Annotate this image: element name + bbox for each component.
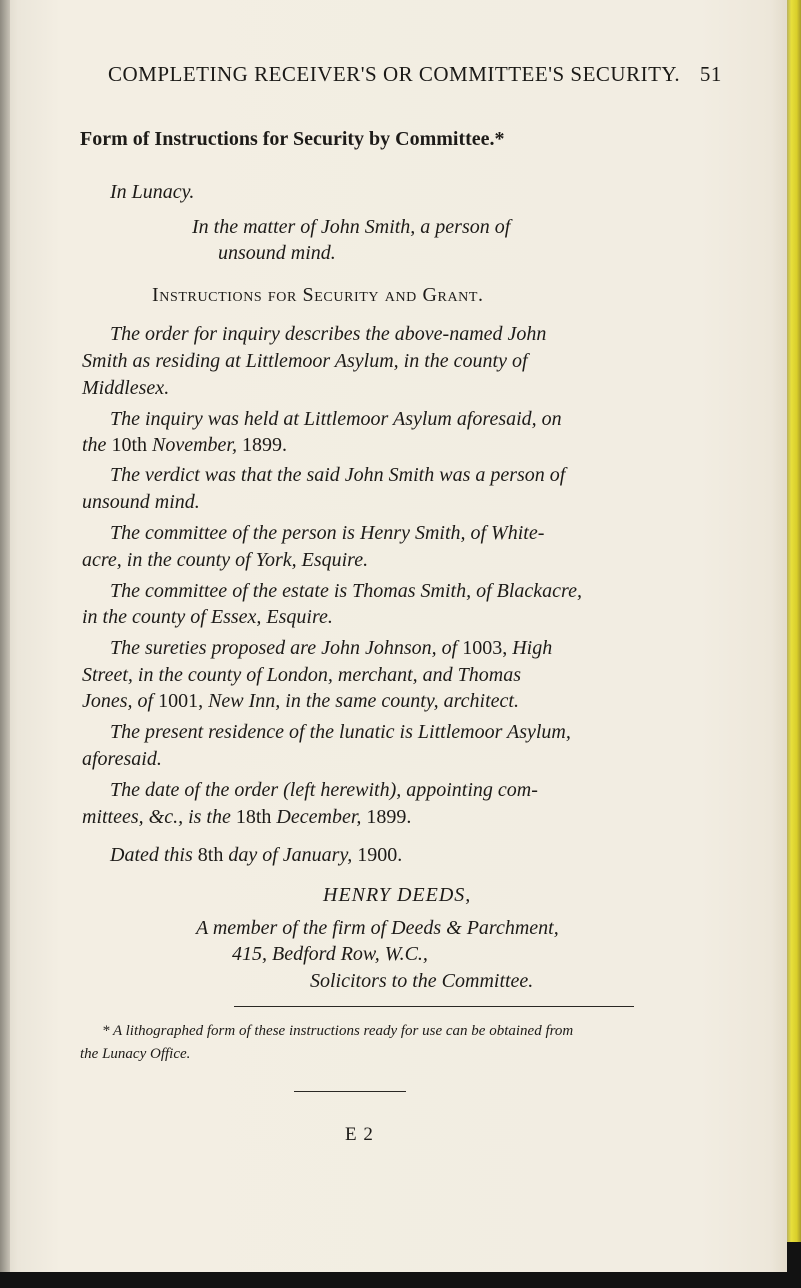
firm-line: A member of the firm of Deeds & Parchment,: [196, 917, 559, 939]
sureties-text-a: The sureties proposed are John Johnson, of: [110, 637, 463, 659]
running-head: [108, 62, 722, 87]
residence-line-1: The present residence of the lunatic is Littlemoor Asylum,: [110, 721, 571, 743]
dated-text-a: Dated this: [110, 844, 198, 866]
sureties-line-2: Street, in the county of London, merchant, and Thomas: [82, 664, 522, 686]
committee-person-line-1: The committee of the person is Henry Smith, of White-: [110, 522, 545, 544]
footnote-line-1: * A lithographed form of these instructions ready for use can be obtained from: [102, 1023, 574, 1039]
inquiry-text-c: November,: [147, 434, 242, 456]
signature-mark: E 2: [345, 1124, 374, 1145]
sureties-number-1: 1003,: [462, 637, 508, 659]
order-date-text-a: mittees, &c., is the: [82, 806, 236, 828]
committee-estate-line-2: in the county of Essex, Esquire.: [82, 606, 333, 628]
bottom-corner-edge: [787, 1242, 801, 1272]
signatory-name: HENRY DEEDS,: [323, 884, 472, 906]
matter-line-2: unsound mind.: [218, 242, 336, 264]
sureties-text-d: Jones, of: [82, 690, 159, 712]
sureties-text-e: New Inn, in the same county, architect.: [203, 690, 519, 712]
sureties-number-2: 1001,: [158, 690, 204, 712]
court-heading: In Lunacy.: [110, 181, 195, 203]
section-heading: Instructions for Security and Grant.: [152, 284, 484, 306]
address-line: 415, Bedford Row, W.C.,: [232, 943, 428, 965]
closing-rule: [294, 1091, 406, 1092]
page-number: 51: [699, 62, 722, 86]
order-date-line-1: The date of the order (left herewith), appointing com-: [110, 779, 538, 801]
bottom-binding-edge: [0, 1272, 801, 1288]
form-title: Form of Instructions for Security by Committee.*: [80, 128, 505, 150]
order-line-3: Middlesex.: [82, 377, 170, 399]
sureties-line-3: [82, 690, 519, 713]
dated-line: [110, 844, 402, 867]
order-date-line-2: [82, 806, 411, 829]
sureties-text-c: High: [507, 637, 553, 659]
verdict-line-2: unsound mind.: [82, 491, 200, 513]
residence-line-2: aforesaid.: [82, 748, 162, 770]
dated-text-c: day of January,: [223, 844, 358, 866]
dated-year: 1900.: [357, 844, 403, 866]
committee-estate-line-1: The committee of the estate is Thomas Smith, of Blackacre,: [110, 580, 582, 602]
order-date-day: 18th: [235, 806, 272, 828]
running-head-title: COMPLETING RECEIVER'S OR COMMITTEE'S SECURITY.: [108, 62, 681, 86]
inquiry-line-1: The inquiry was held at Littlemoor Asylum aforesaid, on: [110, 408, 562, 430]
footnote-line-2: the Lunacy Office.: [80, 1046, 191, 1062]
order-line-2: Smith as residing at Littlemoor Asylum, in the county of: [82, 350, 528, 372]
order-date-year: 1899.: [366, 806, 412, 828]
dated-day: 8th: [197, 844, 224, 866]
solicitors-line: Solicitors to the Committee.: [310, 970, 534, 992]
page-gutter-shadow: [0, 0, 10, 1288]
committee-person-line-2: acre, in the county of York, Esquire.: [82, 549, 369, 571]
verdict-line-1: The verdict was that the said John Smith was a person of: [110, 464, 566, 486]
sureties-line-1: [110, 637, 552, 660]
inquiry-line-2: [82, 434, 287, 457]
matter-line-1: In the matter of John Smith, a person of: [192, 216, 511, 238]
footnote-rule: [234, 1006, 634, 1007]
order-date-text-c: December,: [271, 806, 367, 828]
page-edge-color-strip: [787, 0, 801, 1288]
inquiry-text-a: the: [82, 434, 112, 456]
inquiry-year: 1899.: [241, 434, 287, 456]
order-line-1: The order for inquiry describes the above-named John: [110, 323, 547, 345]
inquiry-day: 10th: [111, 434, 147, 456]
